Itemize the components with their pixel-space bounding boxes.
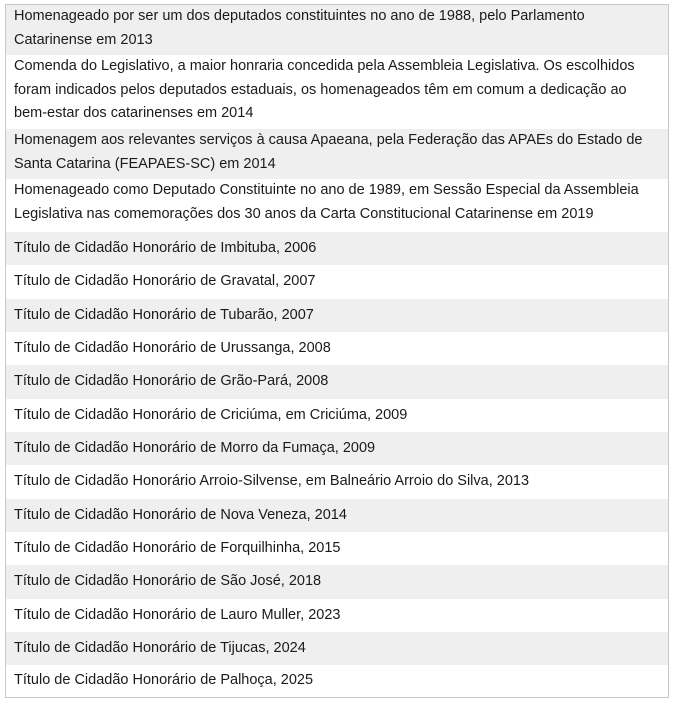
table-row <box>6 599 668 632</box>
table-row <box>6 232 668 265</box>
table-row <box>6 55 668 129</box>
table-cell: Título de Cidadão Honorário de Gravatal, 2007 <box>14 273 316 290</box>
table-row <box>6 299 668 332</box>
table-cell: Título de Cidadão Honorário de Palhoça, 2025 <box>14 672 314 689</box>
table-row <box>6 265 668 299</box>
table-row <box>6 332 668 365</box>
table-cell: Título de Cidadão Honorário de Criciúma, em Criciúma, 2009 <box>14 406 408 423</box>
table-cell: Título de Cidadão Honorário Arroio-Silvense, em Balneário Arroio do Silva, 2013 <box>14 473 530 490</box>
table-row <box>6 632 668 665</box>
table-row <box>6 5 668 55</box>
table-row <box>6 179 668 232</box>
table-cell: Homenageado por ser um dos deputados constituintes no ano de 1988, pelo Parlamento Catarinense em 2013 <box>14 8 585 48</box>
table-cell: Título de Cidadão Honorário de Tubarão, 2007 <box>14 306 314 323</box>
table-cell: Título de Cidadão Honorário de São José, 2018 <box>14 573 322 590</box>
table-row <box>6 465 668 499</box>
table-cell: Título de Cidadão Honorário de Tijucas, 2024 <box>14 639 306 656</box>
honors-table <box>5 4 669 698</box>
table-cell: Comenda do Legislativo, a maior honraria concedida pela Assembleia Legislativa. Os escolhidos foram indicados pelos deputados estaduais, os homenageados têm em comum a dedicação ao bem-estar dos catarinenses em 2014 <box>14 58 635 121</box>
table-cell: Título de Cidadão Honorário de Nova Veneza, 2014 <box>14 506 347 523</box>
table-cell: Título de Cidadão Honorário de Imbituba, 2006 <box>14 239 317 256</box>
table-row <box>6 565 668 599</box>
table-cell: Homenagem aos relevantes serviços à causa Apaeana, pela Federação das APAEs do Estado de Santa Catarina (FEAPAES-SC) em 2014 <box>14 132 643 172</box>
table-cell: Título de Cidadão Honorário de Lauro Muller, 2023 <box>14 606 341 623</box>
table-cell: Título de Cidadão Honorário de Morro da Fumaça, 2009 <box>14 439 376 456</box>
table-row <box>6 665 668 697</box>
table-cell: Homenageado como Deputado Constituinte no ano de 1989, em Sessão Especial da Assembleia Legislativa nas comemorações dos 30 anos da Carta Constitucional Catarinense em 2019 <box>14 182 639 222</box>
table-row <box>6 365 668 399</box>
table-row <box>6 129 668 179</box>
table-cell: Título de Cidadão Honorário de Urussanga, 2008 <box>14 339 331 356</box>
table-row <box>6 432 668 465</box>
table-row <box>6 399 668 432</box>
table-row <box>6 499 668 532</box>
table-row <box>6 532 668 565</box>
table-cell: Título de Cidadão Honorário de Forquilhinha, 2015 <box>14 539 341 556</box>
table-cell: Título de Cidadão Honorário de Grão-Pará, 2008 <box>14 373 329 390</box>
